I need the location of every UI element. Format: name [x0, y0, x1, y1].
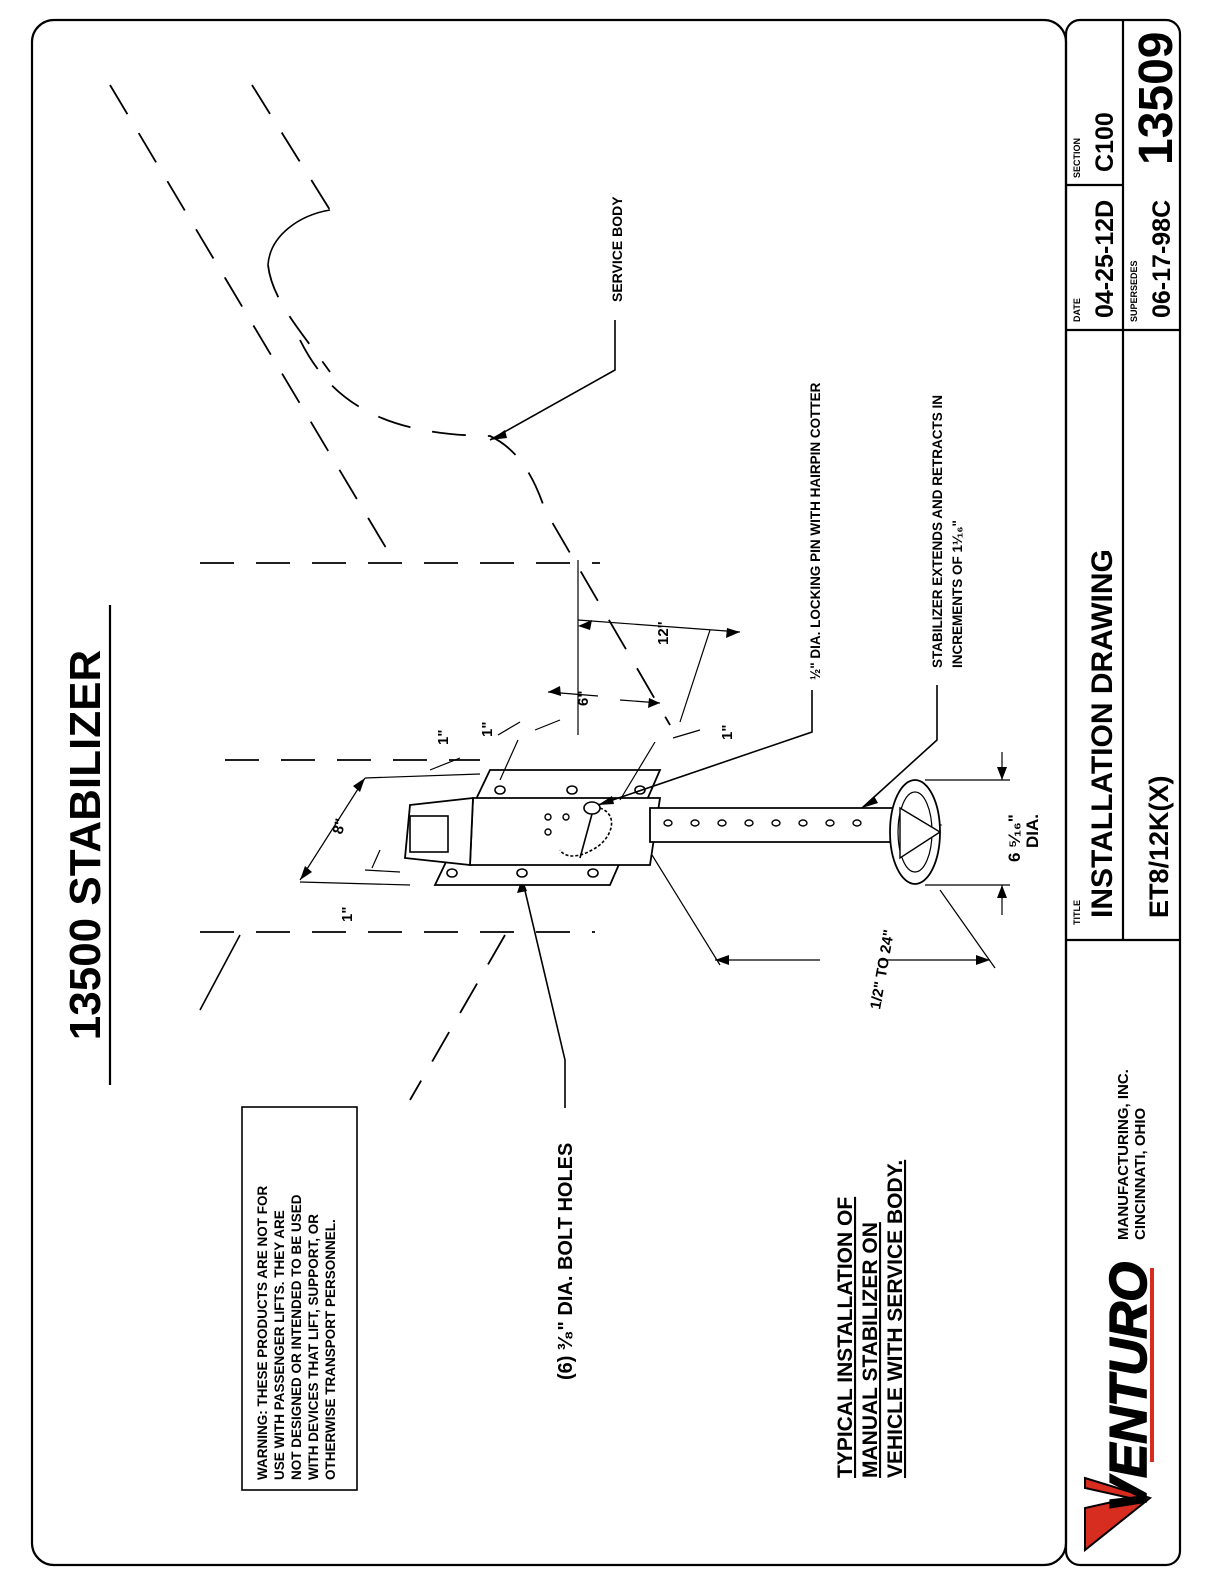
date-value: 04-25-12D [1091, 199, 1119, 318]
svg-text:INCREMENTS OF 1¹⁄₁₆": INCREMENTS OF 1¹⁄₁₆" [950, 520, 965, 668]
stabilizer-assembly [405, 770, 940, 885]
dim-travel: 1/2" TO 24" [867, 928, 898, 1011]
service-body-label: SERVICE BODY [609, 196, 625, 302]
drawing-title: 13500 STABILIZER [61, 649, 110, 1041]
locking-pin-label: ½" DIA. LOCKING PIN WITH HAIRPIN COTTER [808, 382, 823, 680]
extends-note [930, 395, 965, 668]
svg-text:MANUAL STABILIZER ON: MANUAL STABILIZER ON [859, 1222, 882, 1478]
dim-1-lower: 1" [339, 906, 356, 922]
svg-text:VENTURO: VENTURO [1100, 1257, 1158, 1512]
svg-text:NOT DESIGNED OR INTENDED TO BE: NOT DESIGNED OR INTENDED TO BE USED [289, 1194, 304, 1480]
warning-text [255, 1185, 338, 1480]
drawing-number: 13509 [1130, 31, 1183, 165]
dim-6: 6" [575, 690, 592, 706]
venturo-logo [1085, 1257, 1158, 1550]
model-value: ET8/12K(X) [1144, 775, 1174, 918]
title-caption: TITLE [1072, 900, 1082, 925]
company-line-1: MANUFACTURING, INC. [1115, 1069, 1132, 1240]
svg-text:VEHICLE WITH SERVICE BODY.: VEHICLE WITH SERVICE BODY. [884, 1159, 907, 1478]
section-value: C100 [1091, 112, 1119, 172]
company-line-2: CINCINNATI, OHIO [1132, 1107, 1149, 1240]
section-caption: SECTION [1072, 137, 1082, 178]
svg-text:WITH DEVICES THAT LIFT, SUPPOR: WITH DEVICES THAT LIFT, SUPPORT, OR [306, 1213, 321, 1480]
dim-foot-dia-unit: DIA. [1023, 814, 1042, 848]
bolt-holes-leader [522, 878, 565, 1108]
dim-foot-dia: 6 ⁵⁄₁₆" [1005, 814, 1024, 862]
svg-text:TYPICAL INSTALLATION OF: TYPICAL INSTALLATION OF [834, 1196, 857, 1478]
typical-installation-note [834, 1160, 907, 1478]
date-caption: DATE [1072, 298, 1082, 322]
svg-text:USE WITH PASSENGER LIFTS. THEY: USE WITH PASSENGER LIFTS. THEY ARE [272, 1210, 287, 1480]
service-body-leader [490, 320, 615, 440]
outer-sleeve [470, 798, 660, 865]
dimension-lines [300, 560, 1010, 968]
dim-12: 12" [655, 621, 672, 645]
dim-1-top: 1" [435, 729, 452, 745]
svg-text:STABILIZER EXTENDS AND RETRACT: STABILIZER EXTENDS AND RETRACTS IN [930, 394, 945, 668]
svg-text:OTHERWISE TRANSPORT PERSONNEL.: OTHERWISE TRANSPORT PERSONNEL. [323, 1219, 338, 1480]
dim-1-right: 1" [719, 724, 736, 740]
service-body-outline [110, 85, 670, 1100]
dim-1-upper: 1" [479, 721, 496, 737]
title-value: INSTALLATION DRAWING [1086, 549, 1119, 918]
bolt-holes-label: (6) ³⁄₈" DIA. BOLT HOLES [555, 1142, 577, 1380]
supersedes-value: 06-17-98C [1148, 199, 1176, 318]
dim-8: 8" [329, 816, 350, 837]
svg-text:WARNING: THESE PRODUCTS ARE NO: WARNING: THESE PRODUCTS ARE NOT FOR [255, 1185, 270, 1480]
supersedes-caption: SUPERSEDES [1129, 260, 1139, 322]
